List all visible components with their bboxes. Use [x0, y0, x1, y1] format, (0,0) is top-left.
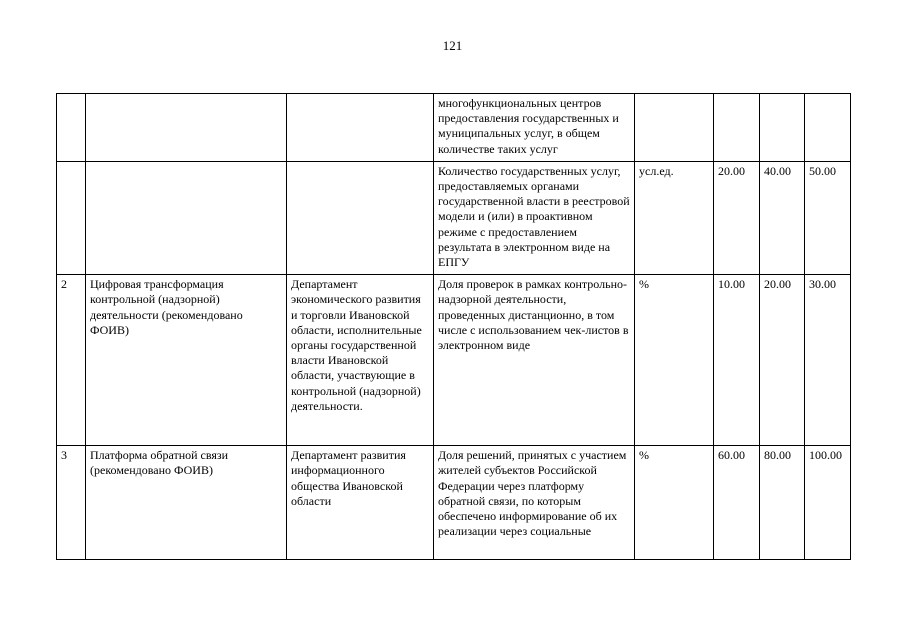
department-cell — [287, 161, 434, 274]
value-3-cell — [805, 94, 851, 162]
unit-cell: усл.ед. — [635, 161, 714, 274]
department-cell — [287, 94, 434, 162]
table-row — [57, 275, 851, 446]
table-row — [57, 94, 851, 162]
unit-cell — [635, 94, 714, 162]
unit-cell: % — [635, 446, 714, 560]
value-2-cell — [760, 94, 805, 162]
department-cell: Департамент развития информационного общества Ивановской области — [287, 446, 434, 560]
value-3-cell: 50.00 — [805, 161, 851, 274]
value-2-cell: 40.00 — [760, 161, 805, 274]
table-row — [57, 446, 851, 560]
value-1-cell: 10.00 — [714, 275, 760, 446]
department-cell: Департамент экономического развития и торговли Ивановской области, исполнительные органы государственной власти Ивановской области, участвующие в контрольной (надзорной) деятельности. — [287, 275, 434, 446]
indicator-cell: Доля проверок в рамках контрольно-надзорной деятельности, проведенных дистанционно, в том числе с использованием чек-листов в электронном виде — [434, 275, 635, 446]
value-2-cell: 20.00 — [760, 275, 805, 446]
unit-cell: % — [635, 275, 714, 446]
program-name-cell: Цифровая трансформация контрольной (надзорной) деятельности (рекомендовано ФОИВ) — [86, 275, 287, 446]
row-number-cell — [57, 161, 86, 274]
value-1-cell — [714, 94, 760, 162]
program-name-cell — [86, 94, 287, 162]
row-number-cell: 2 — [57, 275, 86, 446]
table-row — [57, 161, 851, 274]
indicator-cell: Количество государственных услуг, предоставляемых органами государственной власти в реестровой модели и (или) в проактивном режиме с предоставлением результата в электронном виде на ЕПГУ — [434, 161, 635, 274]
indicators-table — [56, 93, 851, 560]
row-number-cell — [57, 94, 86, 162]
value-1-cell: 60.00 — [714, 446, 760, 560]
row-number-cell: 3 — [57, 446, 86, 560]
page-number: 121 — [442, 38, 463, 53]
indicator-cell: Доля решений, принятых с участием жителей субъектов Российской Федерации через платформу обратной связи, по которым обеспечено информирование об их реализации через социальные — [434, 446, 635, 560]
program-name-cell: Платформа обратной связи (рекомендовано ФОИВ) — [86, 446, 287, 560]
value-3-cell: 30.00 — [805, 275, 851, 446]
value-3-cell: 100.00 — [805, 446, 851, 560]
program-name-cell — [86, 161, 287, 274]
value-1-cell: 20.00 — [714, 161, 760, 274]
value-2-cell: 80.00 — [760, 446, 805, 560]
indicator-cell: многофункциональных центров предоставления государственных и муниципальных услуг, в общем количестве таких услуг — [434, 94, 635, 162]
